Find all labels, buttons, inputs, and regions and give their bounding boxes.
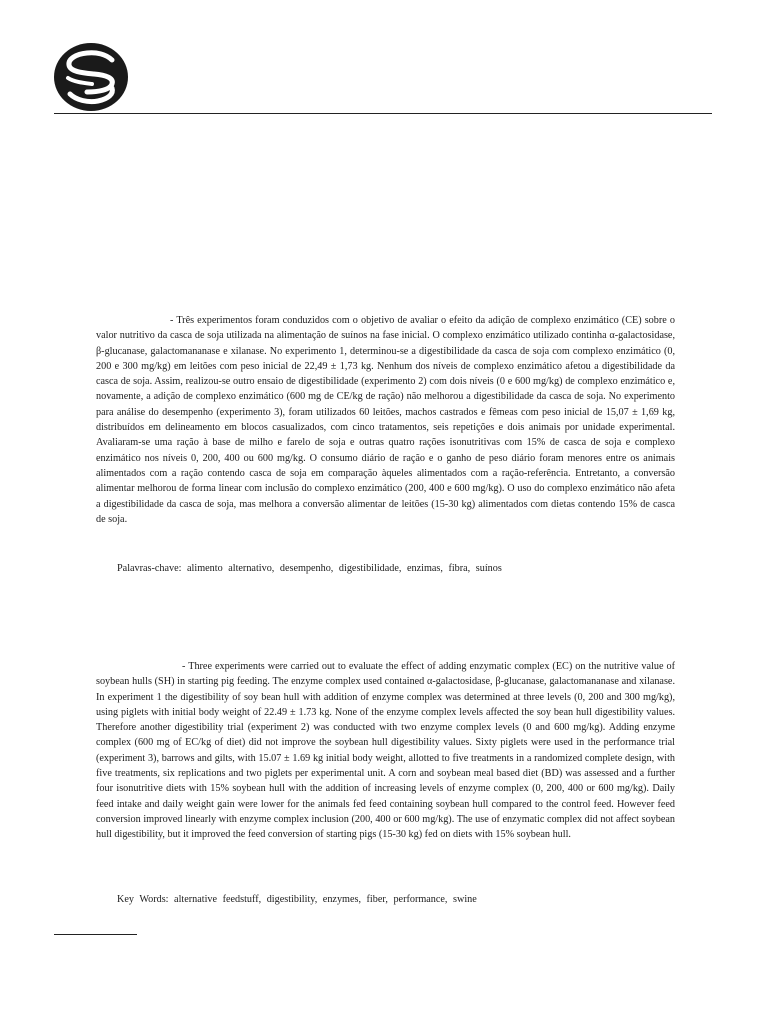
- journal-logo-icon: [54, 42, 128, 112]
- abstract-portuguese: - Três experimentos foram conduzidos com o objetivo de avaliar o efeito da adição de complexo enzimático (CE) sobre o valor nutritivo da casca de soja utilizada na alimentação de suínos na fase inicial. O complexo enzimático utilizado continha α-galactosidase, β-glucanase, galactomananase e xilanase. No experimento 1, determinou-se a digestibilidade da casca de soja com complexo enzimático (0, 200 e 300 mg/kg) em leitões com peso inicial de 22,49 ± 1,73 kg. Nenhum dos níveis de complexo enzimático afetou a digestibilidade da casca de soja. Assim, realizou-se outro ensaio de digestibilidade (experimento 2) com dois níveis (0 e 600 mg/kg) de complexo enzimático e, novamente, a adição de complexo enzimático (600 mg de CE/kg de ração) não melhorou a digestibilidade da casca de soja. No experimento para análise do desempenho (experimento 3), foram utilizados 60 leitões, machos castrados e fêmeas com peso inicial de 15,07 ± 1,69 kg, distribuídos em delineamento em blocos casualizados, com cinco tratamentos, seis repetições e dois animais por unidade experimental. Avaliaram-se uma ração à base de milho e farelo de soja e outras quatro rações isonutritivas com 15% de casca de soja e complexo enzimático nos níveis 0, 200, 400 ou 600 mg/kg. O consumo diário de ração e o ganho de peso diário foram menores entre os animais alimentados com a ração contendo casca de soja em comparação àqueles alimentados com a ração-referência. Entretanto, a conversão alimentar melhorou de forma linear com inclusão do complexo enzimático (200, 400 e 600 mg/kg). O uso do complexo enzimático não afeta a digestibilidade da casca de soja, mas melhora a conversão alimentar de leitões (15-30 kg) alimentados com dietas contendo 15% de casca de soja.: [96, 315, 675, 525]
- header-divider: [54, 113, 712, 114]
- keywords-english: Key Words: alternative feedstuff, digestibility, enzymes, fiber, performance, swine: [117, 894, 477, 905]
- abstract-english: - Three experiments were carried out to evaluate the effect of adding enzymatic complex (EC) on the nutritive value of soybean hulls (SH) in starting pig feeding. The enzyme complex used contained α-galactosidase, β-glucanase, galactomananase and xilanase. In experiment 1 the digestibility of soy bean hull with addition of enzyme complex was determined at three levels (0, 200 and 300 mg/kg), using piglets with initial body weight of 22.49 ± 1.73 kg. None of the enzyme complex levels affected the soy bean hull digestibility values. Therefore another digestibility trial (experiment 2) was conducted with two enzyme complex levels (0 and 600 mg/kg). Adding enzyme complex (600 mg of EC/kg of diet) did not improve the soybean hull digestibility values. Sixty piglets were used in the performance trial (experiment 3), barrows and gilts, with 15.07 ± 1.69 kg initial body weight, allotted to five treatments in a randomized complete design, with five treatments, six replications and two piglets per experimental unit. A corn and soybean meal based diet (BD) was assessed and a further four isonutritive diets with 15% soybean hull with the addition of increasing levels of enzyme complex (0, 200, 400 or 600 mg/kg). Daily feed intake and daily weight gain were lower for the animals fed feed containing soybean hull compared to the control feed. However feed conversion improved linearly with enzyme complex inclusion (200, 400 or 600 mg/kg). The use of enzymatic complex did not affect soybean hull digestibility, but it improved the feed conversion of starting pigs (15-30 kg) fed on diets with 15% soybean hull.: [96, 661, 675, 841]
- keywords-portuguese: Palavras-chave: alimento alternativo, desempenho, digestibilidade, enzimas, fibra, suínos: [117, 563, 502, 574]
- footnote-divider: [54, 934, 137, 935]
